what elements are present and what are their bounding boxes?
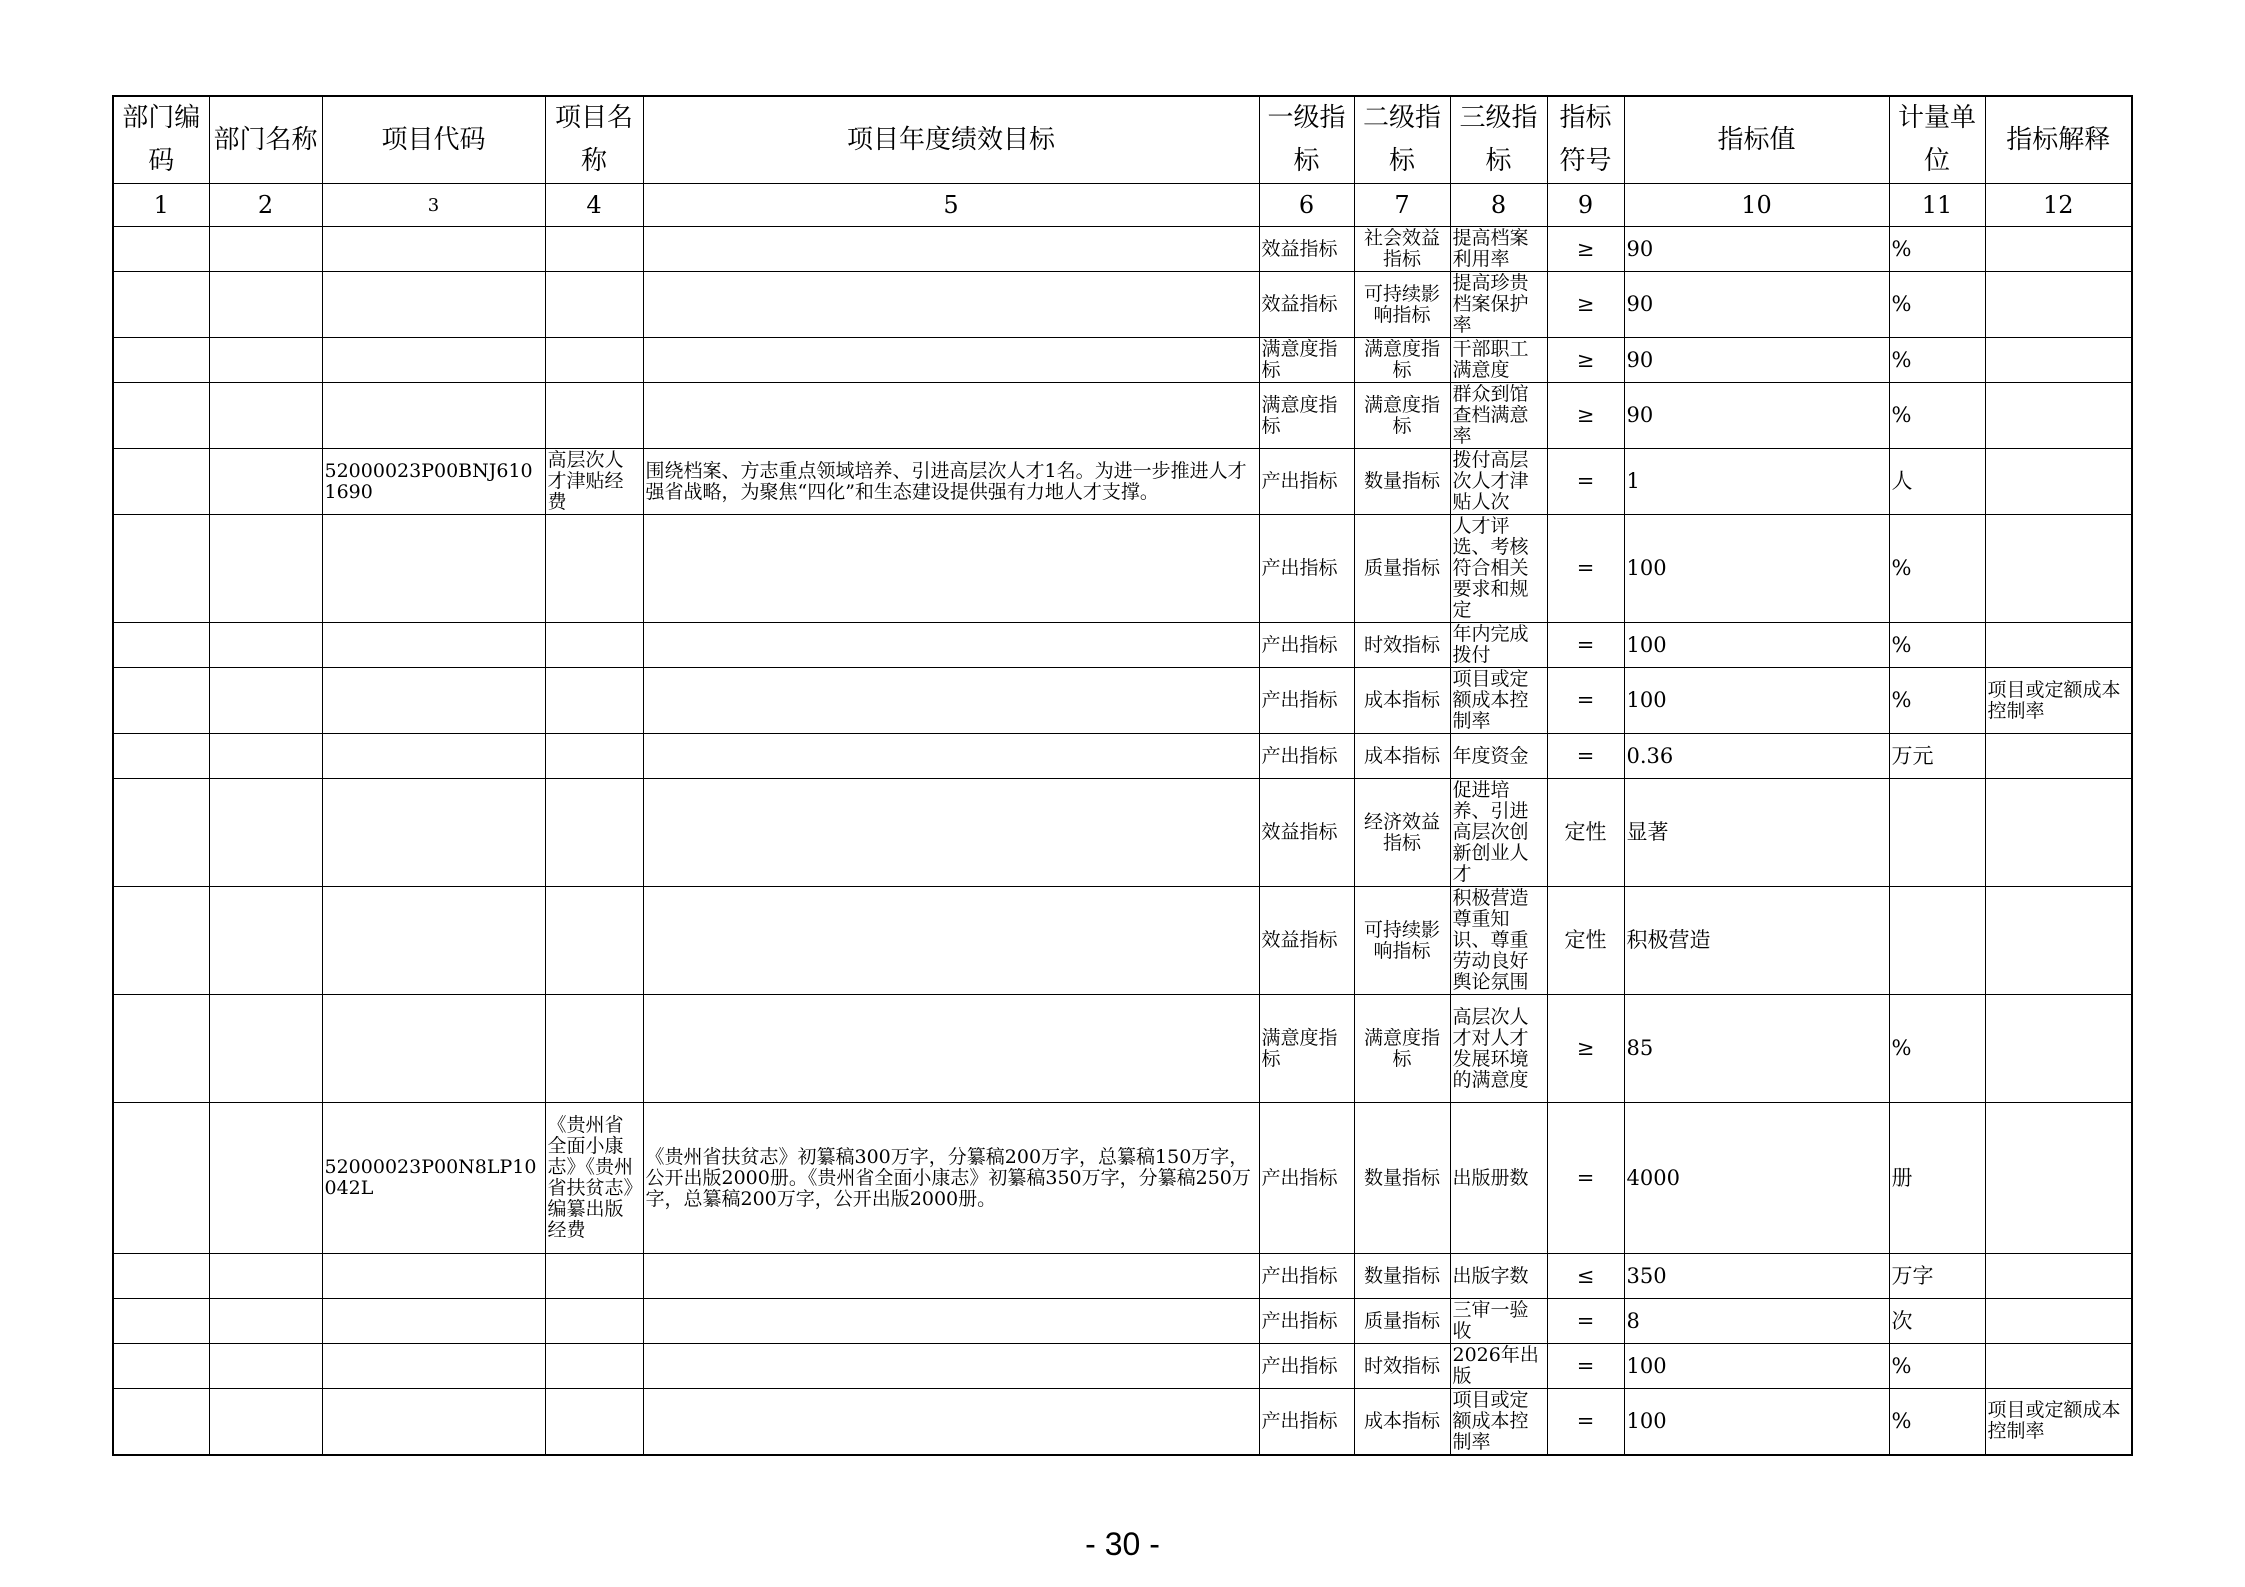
level1-indicator-cell: 产出指标 <box>1259 623 1354 668</box>
indicator-explanation-cell <box>1985 515 2132 623</box>
table-row <box>113 515 2132 623</box>
annual-goal-cell <box>643 623 1259 668</box>
level2-indicator-cell: 质量指标 <box>1354 1299 1450 1344</box>
level1-indicator-cell: 产出指标 <box>1259 515 1354 623</box>
level3-indicator-cell: 年内完成拨付 <box>1450 623 1547 668</box>
unit-cell <box>1889 779 1985 887</box>
indicator-symbol-cell: = <box>1547 1103 1624 1254</box>
indicator-explanation-cell <box>1985 227 2132 272</box>
level3-indicator-cell: 项目或定额成本控制率 <box>1450 668 1547 734</box>
level3-indicator-cell: 促进培养、引进高层次创新创业人才 <box>1450 779 1547 887</box>
dept-name-cell <box>209 272 322 338</box>
project-name-cell <box>545 668 643 734</box>
level1-indicator-cell: 满意度指标 <box>1259 995 1354 1103</box>
header-row <box>113 96 2132 184</box>
project-code-cell <box>322 995 545 1103</box>
project-code-cell <box>322 272 545 338</box>
indicator-explanation-cell <box>1985 272 2132 338</box>
level3-indicator-cell: 年度资金 <box>1450 734 1547 779</box>
level1-indicator-cell: 产出指标 <box>1259 1103 1354 1254</box>
indicator-value-cell: 1 <box>1624 449 1889 515</box>
level3-indicator-cell: 高层次人才对人才发展环境的满意度 <box>1450 995 1547 1103</box>
column-number: 2 <box>209 184 322 227</box>
dept-code-cell <box>113 383 209 449</box>
column-number: 8 <box>1450 184 1547 227</box>
indicator-symbol-cell: ≥ <box>1547 383 1624 449</box>
indicator-value-cell: 100 <box>1624 623 1889 668</box>
project-code-cell <box>322 668 545 734</box>
header-cell: 部门编码 <box>113 96 209 184</box>
project-code-cell <box>322 1389 545 1455</box>
table-row <box>113 1299 2132 1344</box>
table-row <box>113 1344 2132 1389</box>
project-name-cell <box>545 1299 643 1344</box>
unit-cell <box>1889 887 1985 995</box>
dept-code-cell <box>113 515 209 623</box>
unit-cell: 万元 <box>1889 734 1985 779</box>
level1-indicator-cell: 效益指标 <box>1259 272 1354 338</box>
level1-indicator-cell: 效益指标 <box>1259 887 1354 995</box>
level3-indicator-cell: 项目或定额成本控制率 <box>1450 1389 1547 1455</box>
table-row <box>113 1254 2132 1299</box>
header-cell: 项目年度绩效目标 <box>643 96 1259 184</box>
indicator-explanation-cell <box>1985 1344 2132 1389</box>
indicator-explanation-cell: 项目或定额成本控制率 <box>1985 1389 2132 1455</box>
dept-code-cell <box>113 1389 209 1455</box>
level2-indicator-cell: 数量指标 <box>1354 1254 1450 1299</box>
header-cell: 指标解释 <box>1985 96 2132 184</box>
level3-indicator-cell: 提高珍贵档案保护率 <box>1450 272 1547 338</box>
indicator-explanation-cell <box>1985 779 2132 887</box>
unit-cell: 万字 <box>1889 1254 1985 1299</box>
indicator-symbol-cell: ≥ <box>1547 272 1624 338</box>
annual-goal-cell <box>643 668 1259 734</box>
project-name-cell: 高层次人才津贴经费 <box>545 449 643 515</box>
indicator-symbol-cell: ≥ <box>1547 338 1624 383</box>
annual-goal-cell <box>643 995 1259 1103</box>
project-name-cell <box>545 623 643 668</box>
dept-name-cell <box>209 515 322 623</box>
annual-goal-cell <box>643 734 1259 779</box>
dept-code-cell <box>113 668 209 734</box>
unit-cell: 册 <box>1889 1103 1985 1254</box>
level3-indicator-cell: 干部职工满意度 <box>1450 338 1547 383</box>
project-name-cell <box>545 887 643 995</box>
column-number: 10 <box>1624 184 1889 227</box>
level2-indicator-cell: 成本指标 <box>1354 734 1450 779</box>
level1-indicator-cell: 产出指标 <box>1259 449 1354 515</box>
unit-cell: % <box>1889 668 1985 734</box>
level3-indicator-cell: 出版字数 <box>1450 1254 1547 1299</box>
header-cell: 指标符号 <box>1547 96 1624 184</box>
level3-indicator-cell: 三审一验收 <box>1450 1299 1547 1344</box>
column-number: 5 <box>643 184 1259 227</box>
indicator-symbol-cell: = <box>1547 1299 1624 1344</box>
project-code-cell <box>322 623 545 668</box>
dept-code-cell <box>113 887 209 995</box>
indicator-symbol-cell: = <box>1547 515 1624 623</box>
unit-cell: % <box>1889 272 1985 338</box>
table-row <box>113 779 2132 887</box>
dept-name-cell <box>209 1299 322 1344</box>
table-row <box>113 734 2132 779</box>
indicator-value-cell: 积极营造 <box>1624 887 1889 995</box>
level1-indicator-cell: 产出指标 <box>1259 734 1354 779</box>
project-code-cell: 52000023P00BNJ6101690 <box>322 449 545 515</box>
unit-cell: % <box>1889 623 1985 668</box>
project-name-cell: 《贵州省全面小康志》《贵州省扶贫志》编纂出版经费 <box>545 1103 643 1254</box>
column-number: 7 <box>1354 184 1450 227</box>
dept-name-cell <box>209 623 322 668</box>
level2-indicator-cell: 满意度指标 <box>1354 338 1450 383</box>
indicator-value-cell: 8 <box>1624 1299 1889 1344</box>
project-code-cell <box>322 1254 545 1299</box>
level3-indicator-cell: 提高档案利用率 <box>1450 227 1547 272</box>
level2-indicator-cell: 满意度指标 <box>1354 383 1450 449</box>
dept-name-cell <box>209 734 322 779</box>
unit-cell: % <box>1889 995 1985 1103</box>
indicator-symbol-cell: ≥ <box>1547 995 1624 1103</box>
dept-code-cell <box>113 1299 209 1344</box>
annual-goal-cell <box>643 1389 1259 1455</box>
annual-goal-cell <box>643 227 1259 272</box>
annual-goal-cell <box>643 1299 1259 1344</box>
indicator-value-cell: 100 <box>1624 1344 1889 1389</box>
table-row <box>113 338 2132 383</box>
header-cell: 三级指标 <box>1450 96 1547 184</box>
annual-goal-cell <box>643 383 1259 449</box>
project-name-cell <box>545 383 643 449</box>
level2-indicator-cell: 成本指标 <box>1354 668 1450 734</box>
dept-code-cell <box>113 272 209 338</box>
indicator-symbol-cell: = <box>1547 449 1624 515</box>
level2-indicator-cell: 经济效益指标 <box>1354 779 1450 887</box>
annual-goal-cell <box>643 779 1259 887</box>
annual-goal-cell <box>643 1254 1259 1299</box>
annual-goal-cell <box>643 1344 1259 1389</box>
level3-indicator-cell: 出版册数 <box>1450 1103 1547 1254</box>
unit-cell: 人 <box>1889 449 1985 515</box>
indicator-explanation-cell <box>1985 1103 2132 1254</box>
unit-cell: % <box>1889 338 1985 383</box>
table-row <box>113 449 2132 515</box>
unit-cell: % <box>1889 1389 1985 1455</box>
project-name-cell <box>545 734 643 779</box>
unit-cell: 次 <box>1889 1299 1985 1344</box>
unit-cell: % <box>1889 515 1985 623</box>
column-number: 9 <box>1547 184 1624 227</box>
indicator-explanation-cell: 项目或定额成本控制率 <box>1985 668 2132 734</box>
indicator-symbol-cell: = <box>1547 734 1624 779</box>
indicator-value-cell: 4000 <box>1624 1103 1889 1254</box>
level1-indicator-cell: 效益指标 <box>1259 779 1354 887</box>
indicator-value-cell: 100 <box>1624 668 1889 734</box>
indicator-symbol-cell: = <box>1547 623 1624 668</box>
table-row <box>113 668 2132 734</box>
indicator-symbol-cell: 定性 <box>1547 887 1624 995</box>
dept-name-cell <box>209 668 322 734</box>
table-row <box>113 1103 2132 1254</box>
indicator-explanation-cell <box>1985 734 2132 779</box>
header-cell: 计量单位 <box>1889 96 1985 184</box>
dept-name-cell <box>209 1389 322 1455</box>
dept-name-cell <box>209 338 322 383</box>
project-code-cell <box>322 227 545 272</box>
level3-indicator-cell: 积极营造尊重知识、尊重劳动良好舆论氛围 <box>1450 887 1547 995</box>
dept-name-cell <box>209 887 322 995</box>
indicator-value-cell: 0.36 <box>1624 734 1889 779</box>
column-number: 12 <box>1985 184 2132 227</box>
indicator-value-cell: 90 <box>1624 227 1889 272</box>
indicator-explanation-cell <box>1985 1254 2132 1299</box>
project-name-cell <box>545 515 643 623</box>
annual-goal-cell <box>643 887 1259 995</box>
table-row <box>113 227 2132 272</box>
column-number: 4 <box>545 184 643 227</box>
project-name-cell <box>545 1344 643 1389</box>
dept-name-cell <box>209 1103 322 1254</box>
column-number: 6 <box>1259 184 1354 227</box>
indicator-value-cell: 90 <box>1624 338 1889 383</box>
header-cell: 部门名称 <box>209 96 322 184</box>
column-number: 3 <box>322 184 545 227</box>
indicator-explanation-cell <box>1985 449 2132 515</box>
project-name-cell <box>545 779 643 887</box>
dept-code-cell <box>113 1344 209 1389</box>
annual-goal-cell: 《贵州省扶贫志》初纂稿300万字，分纂稿200万字，总纂稿150万字，公开出版2000册。《贵州省全面小康志》初纂稿350万字，分纂稿250万字，总纂稿200万字，公开出版2000册。 <box>643 1103 1259 1254</box>
level3-indicator-cell: 拨付高层次人才津贴人次 <box>1450 449 1547 515</box>
project-code-cell <box>322 1344 545 1389</box>
indicator-value-cell: 350 <box>1624 1254 1889 1299</box>
project-code-cell <box>322 515 545 623</box>
header-cell: 项目名称 <box>545 96 643 184</box>
indicator-value-cell: 90 <box>1624 272 1889 338</box>
indicator-explanation-cell <box>1985 383 2132 449</box>
level2-indicator-cell: 成本指标 <box>1354 1389 1450 1455</box>
project-code-cell <box>322 734 545 779</box>
project-name-cell <box>545 1254 643 1299</box>
performance-table <box>112 95 2133 1456</box>
indicator-value-cell: 90 <box>1624 383 1889 449</box>
annual-goal-cell: 围绕档案、方志重点领域培养、引进高层次人才1名。为进一步推进人才强省战略，为聚焦“四化”和生态建设提供强有力地人才支撑。 <box>643 449 1259 515</box>
level2-indicator-cell: 时效指标 <box>1354 623 1450 668</box>
annual-goal-cell <box>643 338 1259 383</box>
indicator-symbol-cell: = <box>1547 668 1624 734</box>
dept-code-cell <box>113 338 209 383</box>
level2-indicator-cell: 社会效益指标 <box>1354 227 1450 272</box>
level1-indicator-cell: 产出指标 <box>1259 1299 1354 1344</box>
indicator-symbol-cell: ≥ <box>1547 227 1624 272</box>
table-row <box>113 1389 2132 1455</box>
table-row <box>113 383 2132 449</box>
dept-code-cell <box>113 1254 209 1299</box>
level1-indicator-cell: 效益指标 <box>1259 227 1354 272</box>
project-code-cell <box>322 887 545 995</box>
dept-name-cell <box>209 449 322 515</box>
level2-indicator-cell: 可持续影响指标 <box>1354 272 1450 338</box>
indicator-explanation-cell <box>1985 995 2132 1103</box>
unit-cell: % <box>1889 383 1985 449</box>
project-name-cell <box>545 227 643 272</box>
level3-indicator-cell: 2026年出版 <box>1450 1344 1547 1389</box>
level3-indicator-cell: 群众到馆查档满意率 <box>1450 383 1547 449</box>
dept-name-cell <box>209 383 322 449</box>
project-code-cell <box>322 1299 545 1344</box>
dept-code-cell <box>113 779 209 887</box>
dept-name-cell <box>209 995 322 1103</box>
level1-indicator-cell: 产出指标 <box>1259 668 1354 734</box>
indicator-value-cell: 85 <box>1624 995 1889 1103</box>
indicator-explanation-cell <box>1985 1299 2132 1344</box>
annual-goal-cell <box>643 515 1259 623</box>
dept-code-cell <box>113 623 209 668</box>
level3-indicator-cell: 人才评选、考核符合相关要求和规定 <box>1450 515 1547 623</box>
level1-indicator-cell: 满意度指标 <box>1259 338 1354 383</box>
column-number: 11 <box>1889 184 1985 227</box>
header-cell: 二级指标 <box>1354 96 1450 184</box>
indicator-explanation-cell <box>1985 887 2132 995</box>
dept-name-cell <box>209 779 322 887</box>
project-name-cell <box>545 995 643 1103</box>
level1-indicator-cell: 产出指标 <box>1259 1344 1354 1389</box>
level1-indicator-cell: 产出指标 <box>1259 1254 1354 1299</box>
dept-name-cell <box>209 227 322 272</box>
indicator-symbol-cell: = <box>1547 1389 1624 1455</box>
indicator-value-cell: 100 <box>1624 1389 1889 1455</box>
indicator-explanation-cell <box>1985 623 2132 668</box>
table-row <box>113 623 2132 668</box>
indicator-value-cell: 100 <box>1624 515 1889 623</box>
table-row <box>113 887 2132 995</box>
dept-code-cell <box>113 995 209 1103</box>
table-row <box>113 995 2132 1103</box>
dept-code-cell <box>113 1103 209 1254</box>
indicator-value-cell: 显著 <box>1624 779 1889 887</box>
column-number-row <box>113 184 2132 227</box>
column-number: 1 <box>113 184 209 227</box>
page-number: - 30 - <box>1085 1526 1160 1562</box>
annual-goal-cell <box>643 272 1259 338</box>
project-name-cell <box>545 272 643 338</box>
project-code-cell <box>322 383 545 449</box>
level2-indicator-cell: 数量指标 <box>1354 1103 1450 1254</box>
level2-indicator-cell: 时效指标 <box>1354 1344 1450 1389</box>
unit-cell: % <box>1889 1344 1985 1389</box>
indicator-symbol-cell: = <box>1547 1344 1624 1389</box>
unit-cell: % <box>1889 227 1985 272</box>
header-cell: 指标值 <box>1624 96 1889 184</box>
dept-code-cell <box>113 734 209 779</box>
header-cell: 一级指标 <box>1259 96 1354 184</box>
indicator-explanation-cell <box>1985 338 2132 383</box>
level2-indicator-cell: 质量指标 <box>1354 515 1450 623</box>
level2-indicator-cell: 可持续影响指标 <box>1354 887 1450 995</box>
level1-indicator-cell: 满意度指标 <box>1259 383 1354 449</box>
header-cell: 项目代码 <box>322 96 545 184</box>
level1-indicator-cell: 产出指标 <box>1259 1389 1354 1455</box>
level2-indicator-cell: 满意度指标 <box>1354 995 1450 1103</box>
dept-code-cell <box>113 449 209 515</box>
level2-indicator-cell: 数量指标 <box>1354 449 1450 515</box>
project-code-cell <box>322 779 545 887</box>
project-code-cell: 52000023P00N8LP10042L <box>322 1103 545 1254</box>
project-code-cell <box>322 338 545 383</box>
project-name-cell <box>545 1389 643 1455</box>
indicator-symbol-cell: ≤ <box>1547 1254 1624 1299</box>
indicator-symbol-cell: 定性 <box>1547 779 1624 887</box>
table-row <box>113 272 2132 338</box>
dept-name-cell <box>209 1254 322 1299</box>
dept-code-cell <box>113 227 209 272</box>
dept-name-cell <box>209 1344 322 1389</box>
project-name-cell <box>545 338 643 383</box>
